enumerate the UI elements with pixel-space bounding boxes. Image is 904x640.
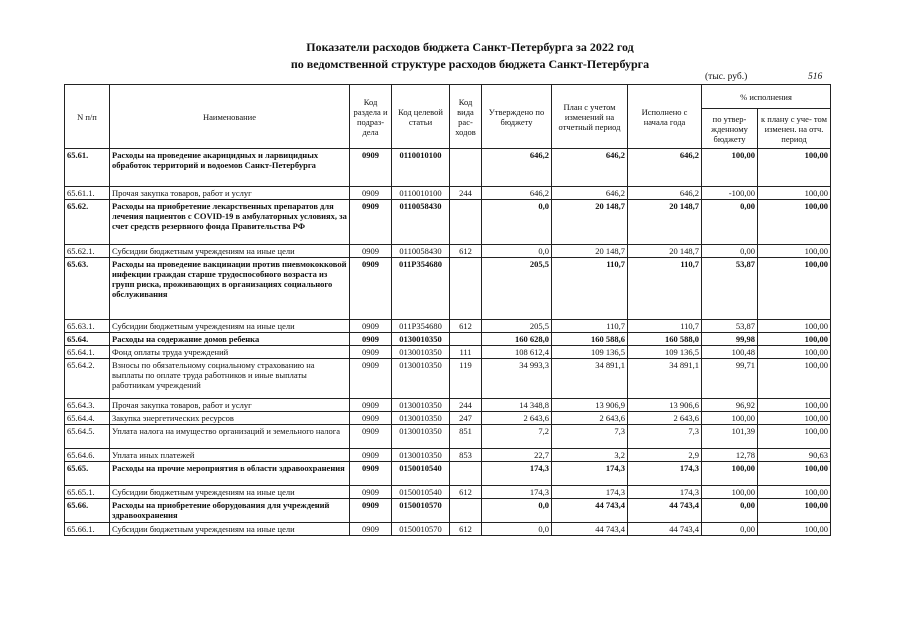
row-plan: 174,3 xyxy=(552,486,628,499)
row-pct-plan: 100,00 xyxy=(758,200,831,245)
row-pct-plan: 100,00 xyxy=(758,258,831,320)
row-pct-plan: 100,00 xyxy=(758,412,831,425)
row-executed: 2,9 xyxy=(628,449,702,462)
row-plan: 20 148,7 xyxy=(552,245,628,258)
row-number: 65.64. xyxy=(65,333,110,346)
row-pct-plan: 100,00 xyxy=(758,399,831,412)
row-pct-approved: 100,00 xyxy=(702,462,758,486)
table-row xyxy=(65,486,831,499)
row-target-code: 011P354680 xyxy=(392,320,450,333)
row-target-code: 0150010570 xyxy=(392,499,450,523)
row-executed: 110,7 xyxy=(628,258,702,320)
row-section-code: 0909 xyxy=(350,499,392,523)
row-approved: 174,3 xyxy=(482,462,552,486)
document-title-line1: Показатели расходов бюджета Санкт-Петербурга за 2022 год xyxy=(306,40,634,54)
row-approved: 34 993,3 xyxy=(482,359,552,399)
header-n: N п/п xyxy=(65,85,110,149)
row-pct-plan: 100,00 xyxy=(758,346,831,359)
table-row xyxy=(65,200,831,245)
row-approved: 22,7 xyxy=(482,449,552,462)
row-pct-plan: 100,00 xyxy=(758,462,831,486)
row-target-code: 0150010570 xyxy=(392,523,450,536)
row-approved: 205,5 xyxy=(482,258,552,320)
row-section-code: 0909 xyxy=(350,462,392,486)
header-pct-approved: по утвер- жденному бюджету xyxy=(702,109,758,149)
row-section-code: 0909 xyxy=(350,245,392,258)
row-target-code: 011P354680 xyxy=(392,258,450,320)
row-pct-plan: 100,00 xyxy=(758,245,831,258)
row-name: Субсидии бюджетным учреждениям на иные цели xyxy=(110,245,350,258)
row-plan: 13 906,9 xyxy=(552,399,628,412)
row-type-code: 244 xyxy=(450,399,482,412)
row-number: 65.66. xyxy=(65,499,110,523)
row-number: 65.64.3. xyxy=(65,399,110,412)
row-executed: 13 906,6 xyxy=(628,399,702,412)
row-section-code: 0909 xyxy=(350,412,392,425)
row-pct-approved: 100,00 xyxy=(702,149,758,187)
row-name: Расходы на прочие мероприятия в области здравоохранения xyxy=(110,462,350,486)
row-target-code: 0130010350 xyxy=(392,412,450,425)
row-plan: 174,3 xyxy=(552,462,628,486)
row-target-code: 0110058430 xyxy=(392,200,450,245)
row-pct-approved: 100,00 xyxy=(702,486,758,499)
row-number: 65.65.1. xyxy=(65,486,110,499)
row-name: Субсидии бюджетным учреждениям на иные цели xyxy=(110,486,350,499)
row-pct-approved: -100,00 xyxy=(702,187,758,200)
row-name: Фонд оплаты труда учреждений xyxy=(110,346,350,359)
row-target-code: 0130010350 xyxy=(392,346,450,359)
row-executed: 34 891,1 xyxy=(628,359,702,399)
row-target-code: 0130010350 xyxy=(392,333,450,346)
row-section-code: 0909 xyxy=(350,425,392,449)
row-number: 65.66.1. xyxy=(65,523,110,536)
row-plan: 160 588,6 xyxy=(552,333,628,346)
row-pct-plan: 100,00 xyxy=(758,359,831,399)
document-title-line2: по ведомственной структуре расходов бюджета Санкт-Петербурга xyxy=(290,57,650,71)
row-approved: 205,5 xyxy=(482,320,552,333)
row-type-code xyxy=(450,499,482,523)
row-type-code xyxy=(450,258,482,320)
row-number: 65.63. xyxy=(65,258,110,320)
row-plan: 110,7 xyxy=(552,258,628,320)
row-plan: 646,2 xyxy=(552,149,628,187)
row-executed: 20 148,7 xyxy=(628,200,702,245)
header-name: Наименование xyxy=(110,85,350,149)
row-type-code: 851 xyxy=(450,425,482,449)
row-type-code xyxy=(450,149,482,187)
row-target-code: 0110010100 xyxy=(392,149,450,187)
row-section-code: 0909 xyxy=(350,149,392,187)
row-pct-approved: 99,98 xyxy=(702,333,758,346)
row-pct-plan: 100,00 xyxy=(758,523,831,536)
row-pct-plan: 100,00 xyxy=(758,499,831,523)
row-executed: 20 148,7 xyxy=(628,245,702,258)
row-type-code: 612 xyxy=(450,523,482,536)
row-approved: 646,2 xyxy=(482,149,552,187)
header-target: Код целевой статьи xyxy=(392,85,450,149)
row-name: Субсидии бюджетным учреждениям на иные цели xyxy=(110,320,350,333)
row-executed: 646,2 xyxy=(628,149,702,187)
row-executed: 7,3 xyxy=(628,425,702,449)
page-number: 516 xyxy=(808,72,823,82)
row-target-code: 0150010540 xyxy=(392,462,450,486)
row-executed: 110,7 xyxy=(628,320,702,333)
units-label: (тыс. руб.) xyxy=(705,72,748,82)
row-type-code: 612 xyxy=(450,245,482,258)
row-number: 65.64.6. xyxy=(65,449,110,462)
table-row xyxy=(65,449,831,462)
row-target-code: 0130010350 xyxy=(392,449,450,462)
table-row xyxy=(65,320,831,333)
row-approved: 0,0 xyxy=(482,200,552,245)
row-type-code xyxy=(450,462,482,486)
header-pct-group: % исполнения xyxy=(702,85,831,109)
table-row xyxy=(65,245,831,258)
row-plan: 44 743,4 xyxy=(552,499,628,523)
table-row xyxy=(65,359,831,399)
row-section-code: 0909 xyxy=(350,486,392,499)
row-section-code: 0909 xyxy=(350,346,392,359)
row-section-code: 0909 xyxy=(350,449,392,462)
header-plan: План с учетом изменений на отчетный период xyxy=(552,85,628,149)
row-pct-approved: 100,48 xyxy=(702,346,758,359)
header-executed: Исполнено с начала года xyxy=(628,85,702,149)
row-section-code: 0909 xyxy=(350,187,392,200)
row-executed: 160 588,0 xyxy=(628,333,702,346)
row-target-code: 0150010540 xyxy=(392,486,450,499)
row-executed: 44 743,4 xyxy=(628,523,702,536)
row-number: 65.63.1. xyxy=(65,320,110,333)
row-approved: 2 643,6 xyxy=(482,412,552,425)
row-pct-approved: 0,00 xyxy=(702,245,758,258)
row-type-code: 612 xyxy=(450,486,482,499)
row-name: Уплата иных платежей xyxy=(110,449,350,462)
row-approved: 160 628,0 xyxy=(482,333,552,346)
row-number: 65.62. xyxy=(65,200,110,245)
table-row xyxy=(65,399,831,412)
row-executed: 174,3 xyxy=(628,462,702,486)
row-name: Субсидии бюджетным учреждениям на иные цели xyxy=(110,523,350,536)
row-number: 65.64.2. xyxy=(65,359,110,399)
row-executed: 44 743,4 xyxy=(628,499,702,523)
row-number: 65.62.1. xyxy=(65,245,110,258)
row-section-code: 0909 xyxy=(350,399,392,412)
row-approved: 0,0 xyxy=(482,523,552,536)
row-type-code: 853 xyxy=(450,449,482,462)
row-pct-approved: 101,39 xyxy=(702,425,758,449)
expenses-table xyxy=(64,84,831,536)
row-type-code: 244 xyxy=(450,187,482,200)
row-pct-plan: 100,00 xyxy=(758,187,831,200)
row-pct-approved: 96,92 xyxy=(702,399,758,412)
row-section-code: 0909 xyxy=(350,523,392,536)
table-row xyxy=(65,425,831,449)
table-body xyxy=(65,149,831,536)
row-number: 65.64.5. xyxy=(65,425,110,449)
row-name: Расходы на приобретение оборудования для учреждений здравоохранения xyxy=(110,499,350,523)
row-number: 65.64.1. xyxy=(65,346,110,359)
row-plan: 20 148,7 xyxy=(552,200,628,245)
row-approved: 646,2 xyxy=(482,187,552,200)
row-pct-plan: 100,00 xyxy=(758,486,831,499)
row-executed: 174,3 xyxy=(628,486,702,499)
table-row xyxy=(65,187,831,200)
row-name: Взносы по обязательному социальному страхованию на выплаты по оплате труда работников и иные выплаты работникам учреждений xyxy=(110,359,350,399)
header-type: Код вида рас- ходов xyxy=(450,85,482,149)
table-row xyxy=(65,258,831,320)
row-target-code: 0130010350 xyxy=(392,425,450,449)
row-plan: 109 136,5 xyxy=(552,346,628,359)
header-section: Код раздела и подраз- дела xyxy=(350,85,392,149)
row-type-code xyxy=(450,333,482,346)
row-plan: 2 643,6 xyxy=(552,412,628,425)
row-name: Расходы на проведение акарицидных и ларвицидных обработок территорий и водоемов Санкт-Петербурга xyxy=(110,149,350,187)
row-approved: 0,0 xyxy=(482,499,552,523)
row-target-code: 0130010350 xyxy=(392,359,450,399)
row-section-code: 0909 xyxy=(350,320,392,333)
row-plan: 34 891,1 xyxy=(552,359,628,399)
row-approved: 14 348,8 xyxy=(482,399,552,412)
header-pct-plan: к плану с уче- том изменен. на отч. период xyxy=(758,109,831,149)
row-pct-approved: 53,87 xyxy=(702,258,758,320)
row-name: Расходы на содержание домов ребенка xyxy=(110,333,350,346)
row-pct-approved: 0,00 xyxy=(702,523,758,536)
table-row xyxy=(65,499,831,523)
row-number: 65.61.1. xyxy=(65,187,110,200)
row-section-code: 0909 xyxy=(350,258,392,320)
row-name: Расходы на приобретение лекарственных препаратов для лечения пациентов с COVID-19 в амбулаторных условиях, за счет средств резервного фонда Правительства РФ xyxy=(110,200,350,245)
row-pct-approved: 0,00 xyxy=(702,499,758,523)
row-type-code: 119 xyxy=(450,359,482,399)
row-name: Уплата налога на имущество организаций и земельного налога xyxy=(110,425,350,449)
row-type-code: 111 xyxy=(450,346,482,359)
table-row xyxy=(65,412,831,425)
row-target-code: 0110010100 xyxy=(392,187,450,200)
row-target-code: 0110058430 xyxy=(392,245,450,258)
row-pct-approved: 12,78 xyxy=(702,449,758,462)
row-plan: 7,3 xyxy=(552,425,628,449)
row-number: 65.64.4. xyxy=(65,412,110,425)
row-section-code: 0909 xyxy=(350,200,392,245)
row-pct-approved: 99,71 xyxy=(702,359,758,399)
row-type-code: 247 xyxy=(450,412,482,425)
row-pct-plan: 100,00 xyxy=(758,320,831,333)
row-plan: 646,2 xyxy=(552,187,628,200)
row-approved: 108 612,4 xyxy=(482,346,552,359)
row-pct-plan: 100,00 xyxy=(758,149,831,187)
table-row xyxy=(65,333,831,346)
row-plan: 110,7 xyxy=(552,320,628,333)
row-pct-plan: 90,63 xyxy=(758,449,831,462)
row-name: Расходы на проведение вакцинации против пневмококковой инфекции граждан старше трудоспособного возраста из групп риска, проживающих в организациях социального обслуживания xyxy=(110,258,350,320)
row-executed: 646,2 xyxy=(628,187,702,200)
row-section-code: 0909 xyxy=(350,333,392,346)
row-executed: 2 643,6 xyxy=(628,412,702,425)
row-number: 65.61. xyxy=(65,149,110,187)
row-executed: 109 136,5 xyxy=(628,346,702,359)
row-type-code: 612 xyxy=(450,320,482,333)
row-pct-plan: 100,00 xyxy=(758,333,831,346)
row-pct-approved: 100,00 xyxy=(702,412,758,425)
table-row xyxy=(65,523,831,536)
row-name: Закупка энергетических ресурсов xyxy=(110,412,350,425)
table-row xyxy=(65,462,831,486)
row-approved: 0,0 xyxy=(482,245,552,258)
row-section-code: 0909 xyxy=(350,359,392,399)
row-name: Прочая закупка товаров, работ и услуг xyxy=(110,187,350,200)
row-pct-approved: 53,87 xyxy=(702,320,758,333)
row-approved: 174,3 xyxy=(482,486,552,499)
row-name: Прочая закупка товаров, работ и услуг xyxy=(110,399,350,412)
row-pct-plan: 100,00 xyxy=(758,425,831,449)
table-row xyxy=(65,346,831,359)
header-approved: Утверждено по бюджету xyxy=(482,85,552,149)
table-row xyxy=(65,149,831,187)
row-plan: 44 743,4 xyxy=(552,523,628,536)
row-pct-approved: 0,00 xyxy=(702,200,758,245)
row-approved: 7,2 xyxy=(482,425,552,449)
row-target-code: 0130010350 xyxy=(392,399,450,412)
row-type-code xyxy=(450,200,482,245)
row-number: 65.65. xyxy=(65,462,110,486)
row-plan: 3,2 xyxy=(552,449,628,462)
